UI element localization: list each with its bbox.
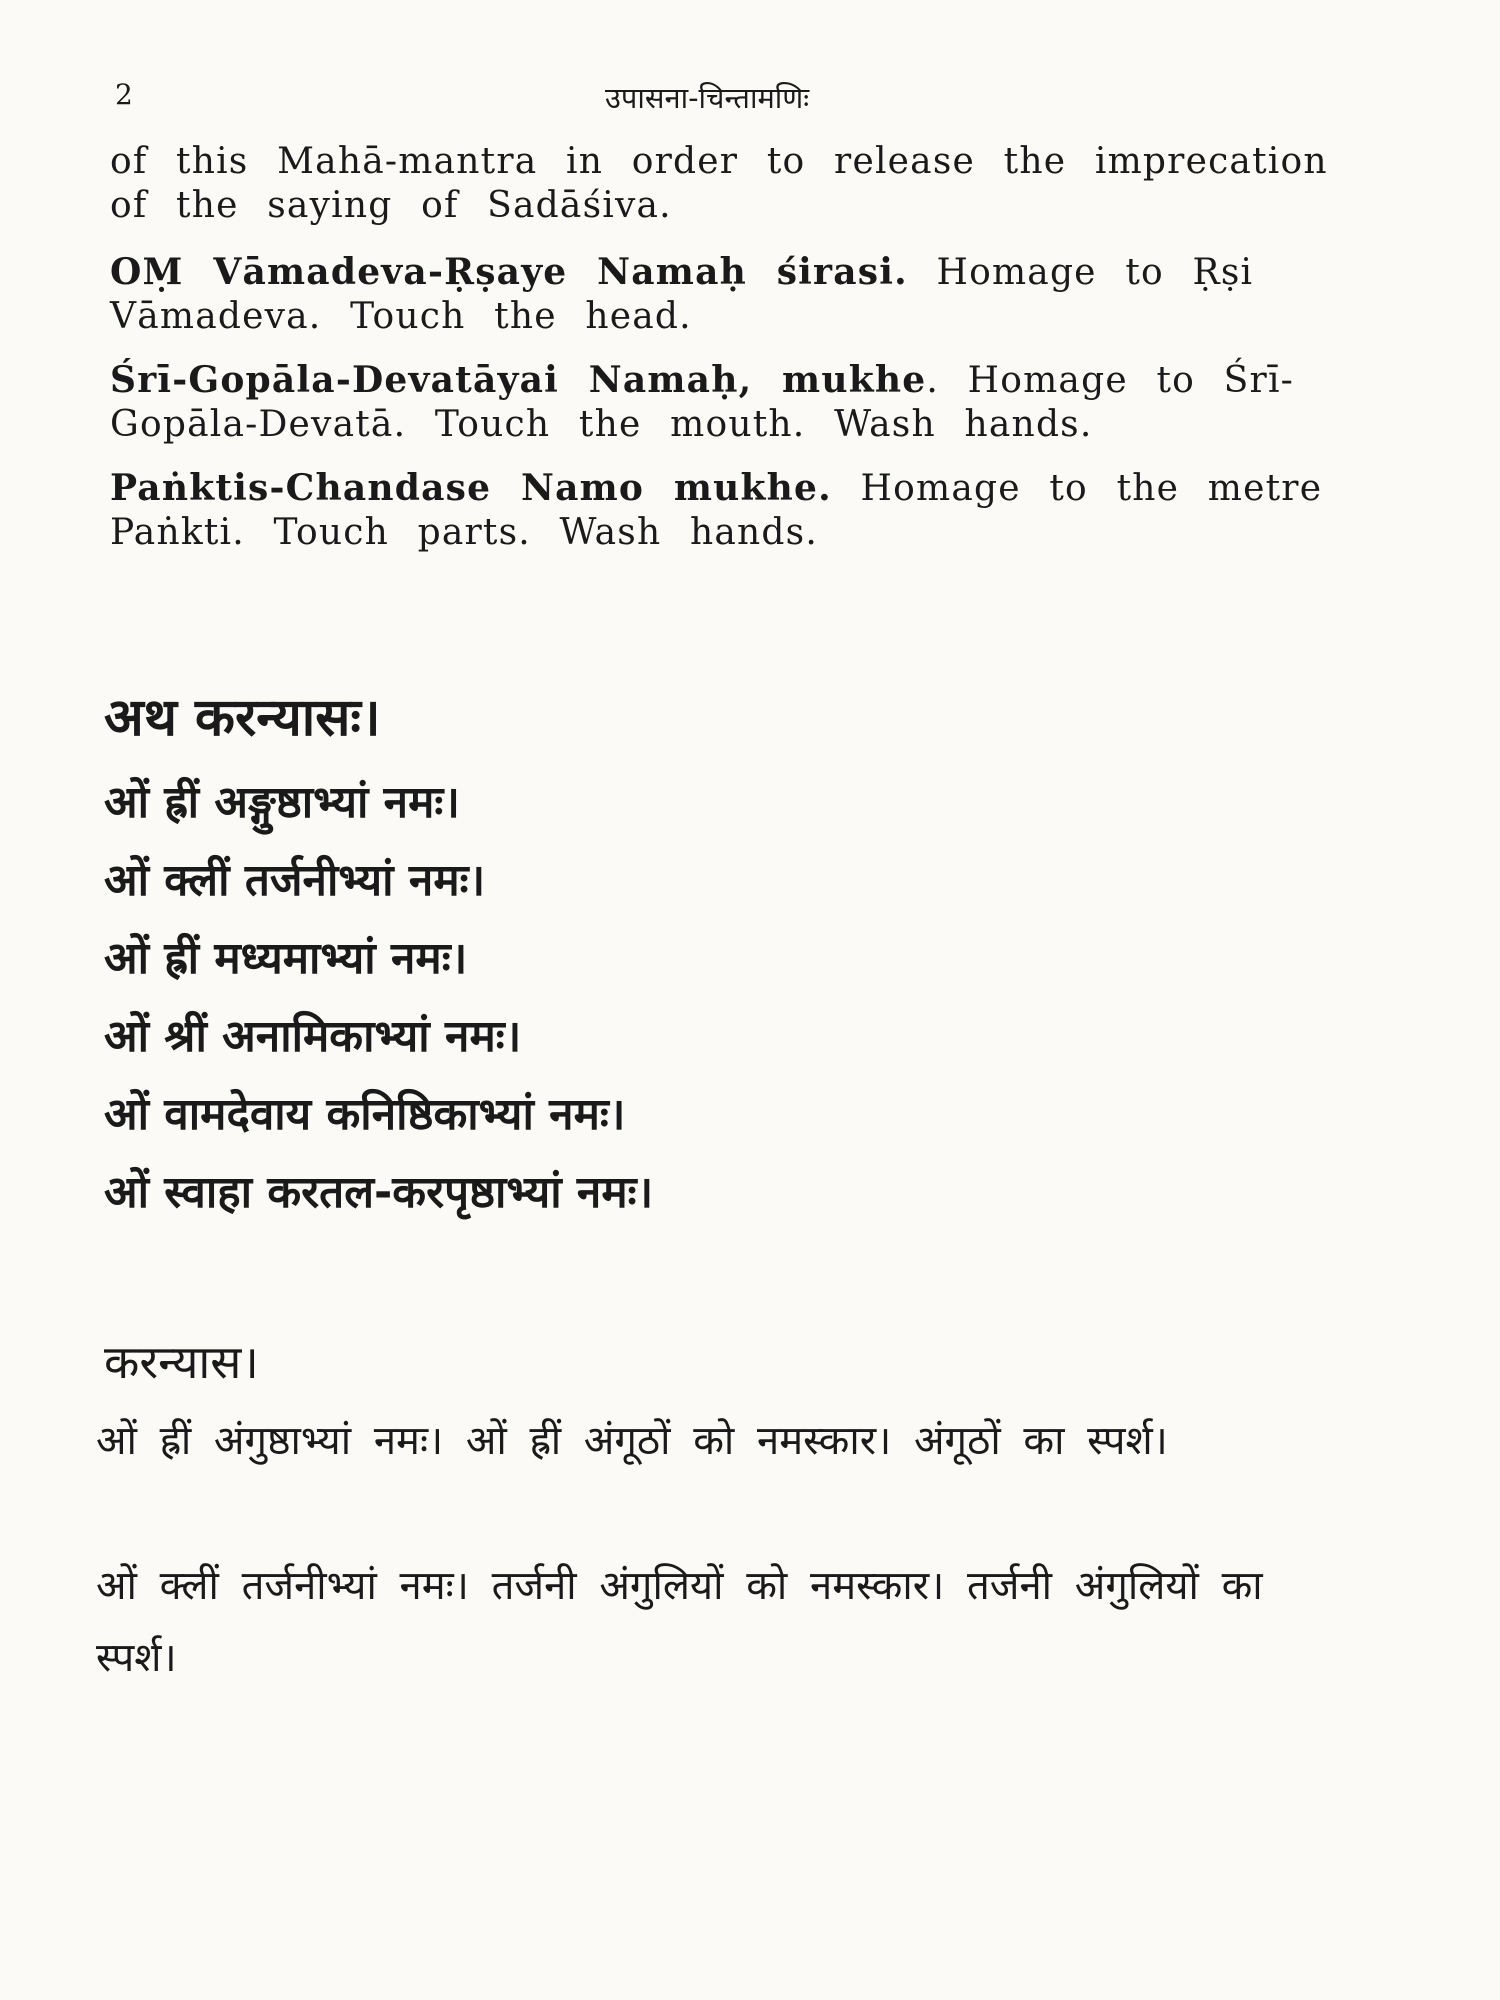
- translation-devata: . Homage to Śrī-Gopāla-Devatā. Touch the mouth. Wash hands.: [110, 360, 1295, 445]
- english-paragraph-1: of this Mahā-mantra in order to release the imprecation of the saying of Sadāśiva.: [110, 141, 1328, 226]
- mantra-chandas: Paṅktis-Chandase Namo mukhe.: [110, 467, 832, 509]
- mantra-line: ओं श्रीं अनामिकाभ्यां नमः।: [104, 1011, 522, 1062]
- hindi-note-2: ओं क्लीं तर्जनीभ्यां नमः। तर्जनी अंगुलियों को नमस्कार। तर्जनी अंगुलियों का स्पर्श।: [96, 1563, 1263, 1681]
- english-paragraph-4: [110, 466, 1340, 555]
- hindi-heading: करन्यास।: [104, 1335, 259, 1389]
- mantra-devata: Śrī-Gopāla-Devatāyai Namaḥ, mukhe: [110, 359, 927, 401]
- page-header: [115, 78, 1355, 118]
- mantra-line: ओं क्लीं तर्जनीभ्यां नमः।: [104, 855, 486, 906]
- mantra-line: ओं वामदेवाय कनिष्ठिकाभ्यां नमः।: [104, 1089, 626, 1140]
- mantra-line: ओं ह्रीं अङ्गुष्ठाभ्यां नमः।: [104, 777, 460, 828]
- translation-chandas: Homage to the metre Paṅkti. Touch parts. Wash hands.: [110, 468, 1323, 553]
- page-number: 2: [115, 78, 133, 111]
- running-head: उपासना-चिन्तामणिः: [605, 81, 810, 115]
- hindi-note-1: ओं ह्रीं अंगुष्ठाभ्यां नमः। ओं ह्रीं अंगूठों को नमस्कार। अंगूठों का स्पर्श।: [96, 1418, 1168, 1464]
- mantra-line: ओं ह्रीं मध्यमाभ्यां नमः।: [104, 933, 468, 984]
- english-paragraph-3: [110, 358, 1340, 447]
- karanyasa-heading: अथ करन्यासः।: [104, 688, 381, 748]
- mantra-line: ओं स्वाहा करतल-करपृष्ठाभ्यां नमः।: [104, 1167, 654, 1218]
- translation-rsi: Homage to Ṛṣi Vāmadeva. Touch the head.: [110, 252, 1254, 337]
- mantra-rsi: OṂ Vāmadeva-Ṛṣaye Namaḥ śirasi.: [110, 251, 908, 293]
- english-paragraph-2: [110, 250, 1340, 339]
